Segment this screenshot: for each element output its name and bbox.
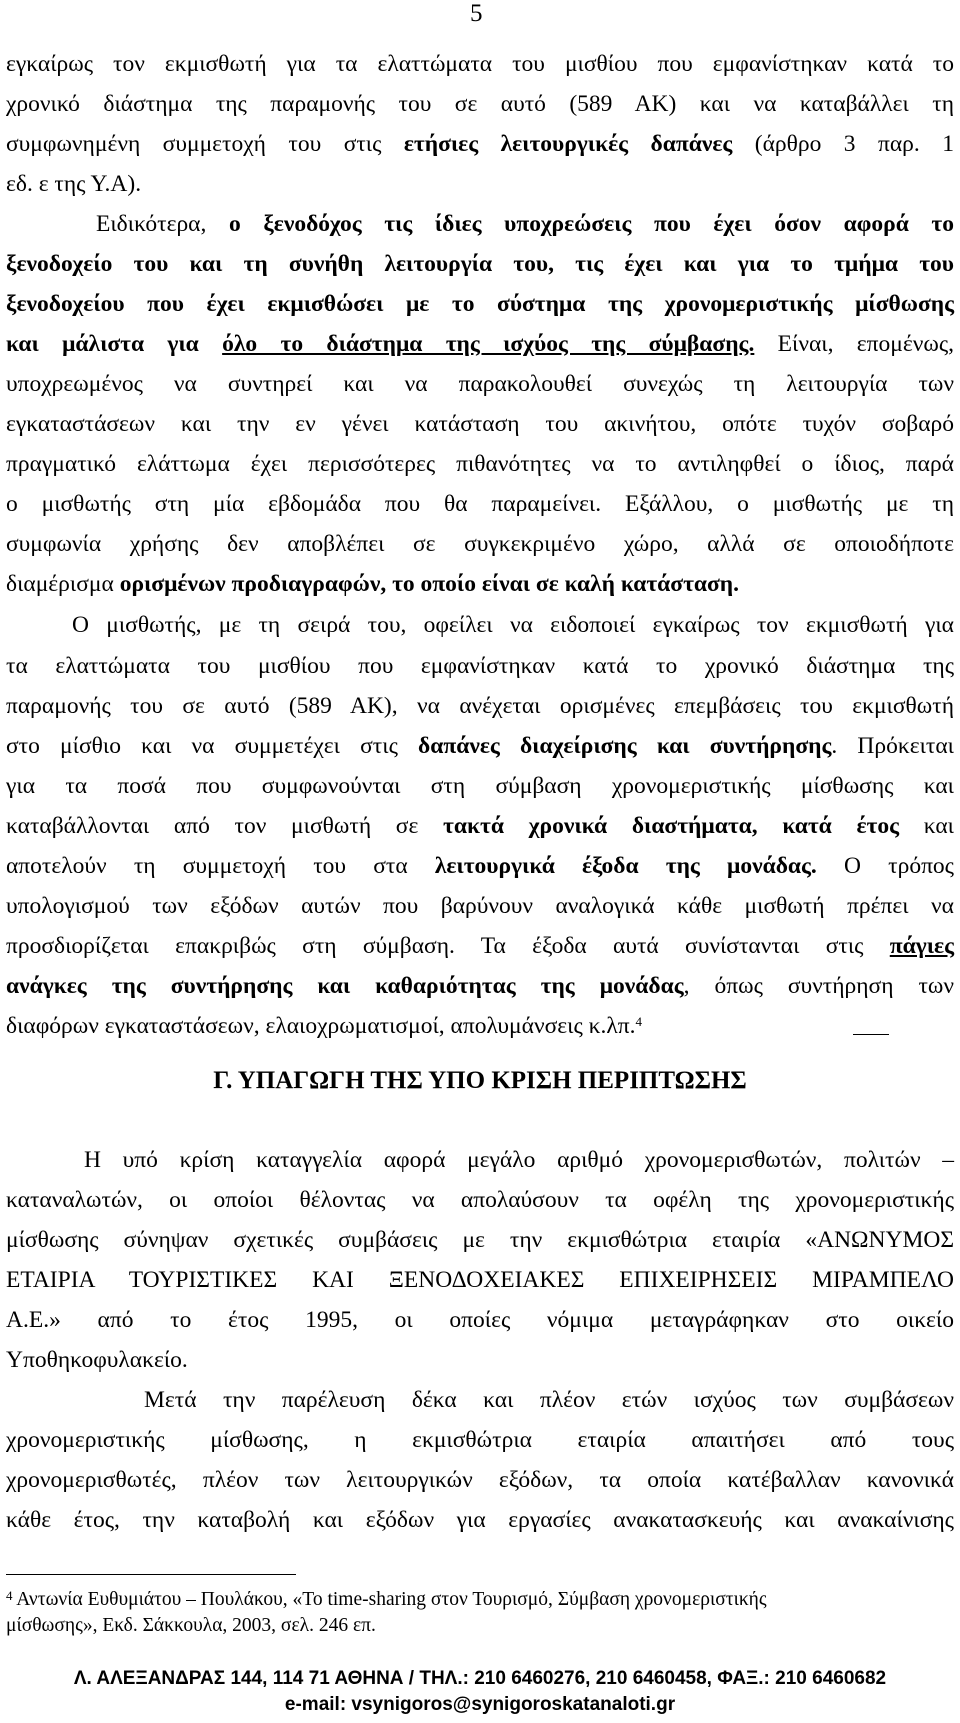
text: Η υπό κρίση καταγγελία αφορά μεγάλο αριθμό χρονομερισθωτών, πολιτών –: [84, 1147, 954, 1173]
paragraph-line: [6, 932, 954, 960]
footnote-text: μίσθωσης», Εκδ. Σάκκουλα, 2003, σελ. 246 επ.: [6, 1615, 376, 1636]
bold-text: ξενοδοχείο του και τη συνήθη λειτουργία του, τις έχει και για το τμήμα του: [6, 251, 954, 277]
paragraph-line: [6, 250, 954, 278]
text: (άρθρο 3 παρ. 1: [732, 131, 954, 157]
text: στο μίσθιο και να συμμετέχει στις: [6, 733, 419, 759]
text: Α.Ε.» από το έτος 1995, οι οποίες νόμιμα μεταγράφηκαν στο οικείο: [6, 1307, 954, 1333]
paragraph-line: [6, 410, 954, 438]
text: προσδιορίζεται επακριβώς στη σύμβαση. Τα έξοδα αυτά συνίστανται στις: [6, 933, 890, 959]
bold-text: τακτά χρονικά διαστήματα, κατά έτος: [443, 813, 900, 839]
text: Ο τρόπος: [816, 853, 954, 879]
bold-text: λειτουργικά έξοδα της μονάδας.: [434, 853, 817, 879]
paragraph-line: [6, 330, 954, 358]
bold-underlined-text: όλο το διάστημα της ισχύος της σύμβασης.: [222, 331, 755, 357]
text: Υποθηκοφυλακείο.: [6, 1347, 188, 1373]
paragraph-line: [6, 732, 954, 760]
text: τα ελαττώματα του μισθίου που εμφανίστηκαν κατά το χρονικό διάστημα της: [6, 653, 954, 679]
text: χρονομερισθωτές, πλέον των λειτουργικών εξόδων, τα οποία κατέβαλλαν κανονικά: [6, 1467, 954, 1493]
text: υπολογισμού των εξόδων αυτών που βαρύνουν αναλογικά κάθε μισθωτή πρέπει να: [6, 893, 954, 919]
bold-text: δαπάνες διαχείρισης και συντήρησης: [418, 733, 832, 759]
bold-text: ο ξενοδόχος τις ίδιες υποχρεώσεις που έχει όσον αφορά το: [228, 211, 954, 237]
text: ο μισθωτής στη μία εβδομάδα που θα παραμείνει. Εξάλλου, ο μισθωτής με τη: [6, 491, 954, 517]
bold-text: ξενοδοχείου που έχει εκμισθώσει με το σύστημα της χρονομεριστικής μίσθωσης: [6, 291, 954, 317]
footnote-number: 4: [6, 1588, 13, 1603]
footnote-line: [6, 1614, 376, 1638]
paragraph-line: [6, 1306, 954, 1334]
paragraph-line: [72, 611, 954, 639]
paragraph-line: [6, 1266, 954, 1294]
paragraph-line: [6, 652, 954, 680]
text: , όπως συντήρηση των: [683, 973, 955, 999]
text: μίσθωσης σύνηψαν σχετικές συμβάσεις με την εκμισθώτρια εταιρία «ΑΝΩΝΥΜΟΣ: [6, 1227, 954, 1253]
text: . Πρόκειται: [831, 733, 954, 759]
paragraph-line: [6, 692, 954, 720]
paragraph-line: [6, 1426, 954, 1454]
footer-email: e-mail: vsynigoros@synigoroskatanaloti.gr: [284, 1694, 676, 1715]
paragraph-line: [6, 1226, 954, 1254]
bold-text: ανάγκες της συντήρησης και καθαριότητας της μονάδας: [6, 973, 684, 999]
paragraph-line: [6, 130, 954, 158]
section-heading: Γ. ΥΠΑΓΩΓΗ ΤΗΣ ΥΠΟ ΚΡΙΣΗ ΠΕΡΙΠΤΩΣΗΣ: [213, 1067, 747, 1094]
text: συμφωνία χρήσης δεν αποβλέπει σε συγκεκριμένο χώρο, αλλά σε οποιοδήποτε: [6, 531, 954, 557]
text: Ο μισθωτής, με τη σειρά του, οφείλει να ειδοποιεί εγκαίρως τον εκμισθωτή για: [72, 612, 954, 638]
paragraph-line: [6, 772, 954, 800]
paragraph-line: [6, 892, 954, 920]
paragraph-line: [84, 1146, 954, 1174]
footer-address: Λ. ΑΛΕΞΑΝΔΡΑΣ 144, 114 71 ΑΘΗΝΑ / ΤΗΛ.: 210 6460276, 210 6460458, ΦΑΞ.: 210 6460682: [73, 1668, 887, 1689]
text: αποτελούν τη συμμετοχή του στα: [6, 853, 435, 879]
text: χρονικό διάστημα της παραμονής του σε αυτό (589 ΑΚ) και να καταβάλλει τη: [6, 91, 954, 117]
text: συμφωνημένη συμμετοχή του στις: [6, 131, 404, 157]
paragraph-line: [144, 1386, 954, 1414]
paragraph-line: [6, 1506, 954, 1534]
text: παραμονής του σε αυτό (589 ΑΚ), να ανέχεται ορισμένες επεμβάσεις του εκμισθωτή: [6, 693, 954, 719]
footnote-line: [6, 1588, 767, 1612]
text: Είναι, επομένως,: [754, 331, 954, 357]
bold-underlined-text: πάγιες: [889, 933, 954, 959]
paragraph-line: [6, 570, 954, 598]
paragraph-line: [96, 210, 954, 238]
paragraph-line: [6, 490, 954, 518]
text: καταβάλλονται από τον μισθωτή σε: [6, 813, 444, 839]
text: εγκαταστάσεων και την εν γένει κατάσταση του ακινήτου, οπότε τυχόν σοβαρό: [6, 411, 954, 437]
paragraph-line: [6, 1466, 954, 1494]
blank-rule: [853, 1034, 889, 1035]
text: χρονομεριστικής μίσθωσης, η εκμισθώτρια εταιρία απαιτήσει από τους: [6, 1427, 954, 1453]
text: Μετά την παρέλευση δέκα και πλέον ετών ισχύος των συμβάσεων: [144, 1387, 954, 1413]
page-number: 5: [470, 0, 483, 27]
text: καταναλωτών, οι οποίοι θέλοντας να απολαύσουν τα οφέλη της χρονομεριστικής: [6, 1187, 954, 1213]
paragraph-line: [6, 170, 954, 198]
paragraph-line: [6, 1012, 954, 1040]
text: Ειδικότερα,: [96, 211, 229, 237]
bold-text: ετήσιες λειτουργικές δαπάνες: [403, 131, 733, 157]
paragraph-line: [6, 290, 954, 318]
paragraph-line: [6, 370, 954, 398]
text: υποχρεωμένος να συντηρεί και να παρακολουθεί συνεχώς τη λειτουργία των: [6, 371, 954, 397]
footnote-separator: [6, 1574, 296, 1575]
bold-text: ορισμένων προδιαγραφών, το οποίο είναι σε καλή κατάσταση.: [119, 571, 740, 597]
footnote-ref: 4: [635, 1014, 642, 1029]
paragraph-line: [6, 50, 954, 78]
text: εγκαίρως τον εκμισθωτή για τα ελαττώματα του μισθίου που εμφανίστηκαν κατά το: [6, 51, 954, 77]
text: ΕΤΑΙΡΙΑ ΤΟΥΡΙΣΤΙΚΕΣ ΚΑΙ ΞΕΝΟΔΟΧΕΙΑΚΕΣ ΕΠΙΧΕΙΡΗΣΕΙΣ ΜΙΡΑΜΠΕΛΟ: [6, 1267, 954, 1293]
text: διαμέρισμα: [6, 571, 120, 597]
text: για τα ποσά που συμφωνούνται στη σύμβαση χρονομεριστικής μίσθωσης και: [6, 773, 954, 799]
text: κάθε έτος, την καταβολή και εξόδων για εργασίες ανακατασκευής και ανακαίνισης: [6, 1507, 954, 1533]
text: διαφόρων εγκαταστάσεων, ελαιοχρωματισμοί, απολυμάνσεις κ.λπ.: [6, 1013, 636, 1039]
paragraph-line: [6, 90, 954, 118]
text: εδ. ε της Υ.Α).: [6, 171, 142, 197]
paragraph-line: [6, 972, 954, 1000]
paragraph-line: [6, 1346, 954, 1374]
text: πραγματικό ελάττωμα έχει περισσότερες πιθανότητες να το αντιληφθεί ο ίδιος, παρά: [6, 451, 954, 477]
paragraph-line: [6, 1186, 954, 1214]
text: και: [899, 813, 954, 839]
paragraph-line: [6, 530, 954, 558]
paragraph-line: [6, 852, 954, 880]
bold-text: και μάλιστα για: [6, 331, 223, 357]
paragraph-line: [6, 450, 954, 478]
footnote-text: Αντωνία Ευθυμιάτου – Πουλάκου, «Το time-sharing στον Τουρισμό, Σύμβαση χρονομεριστικής: [12, 1589, 767, 1610]
paragraph-line: [6, 812, 954, 840]
